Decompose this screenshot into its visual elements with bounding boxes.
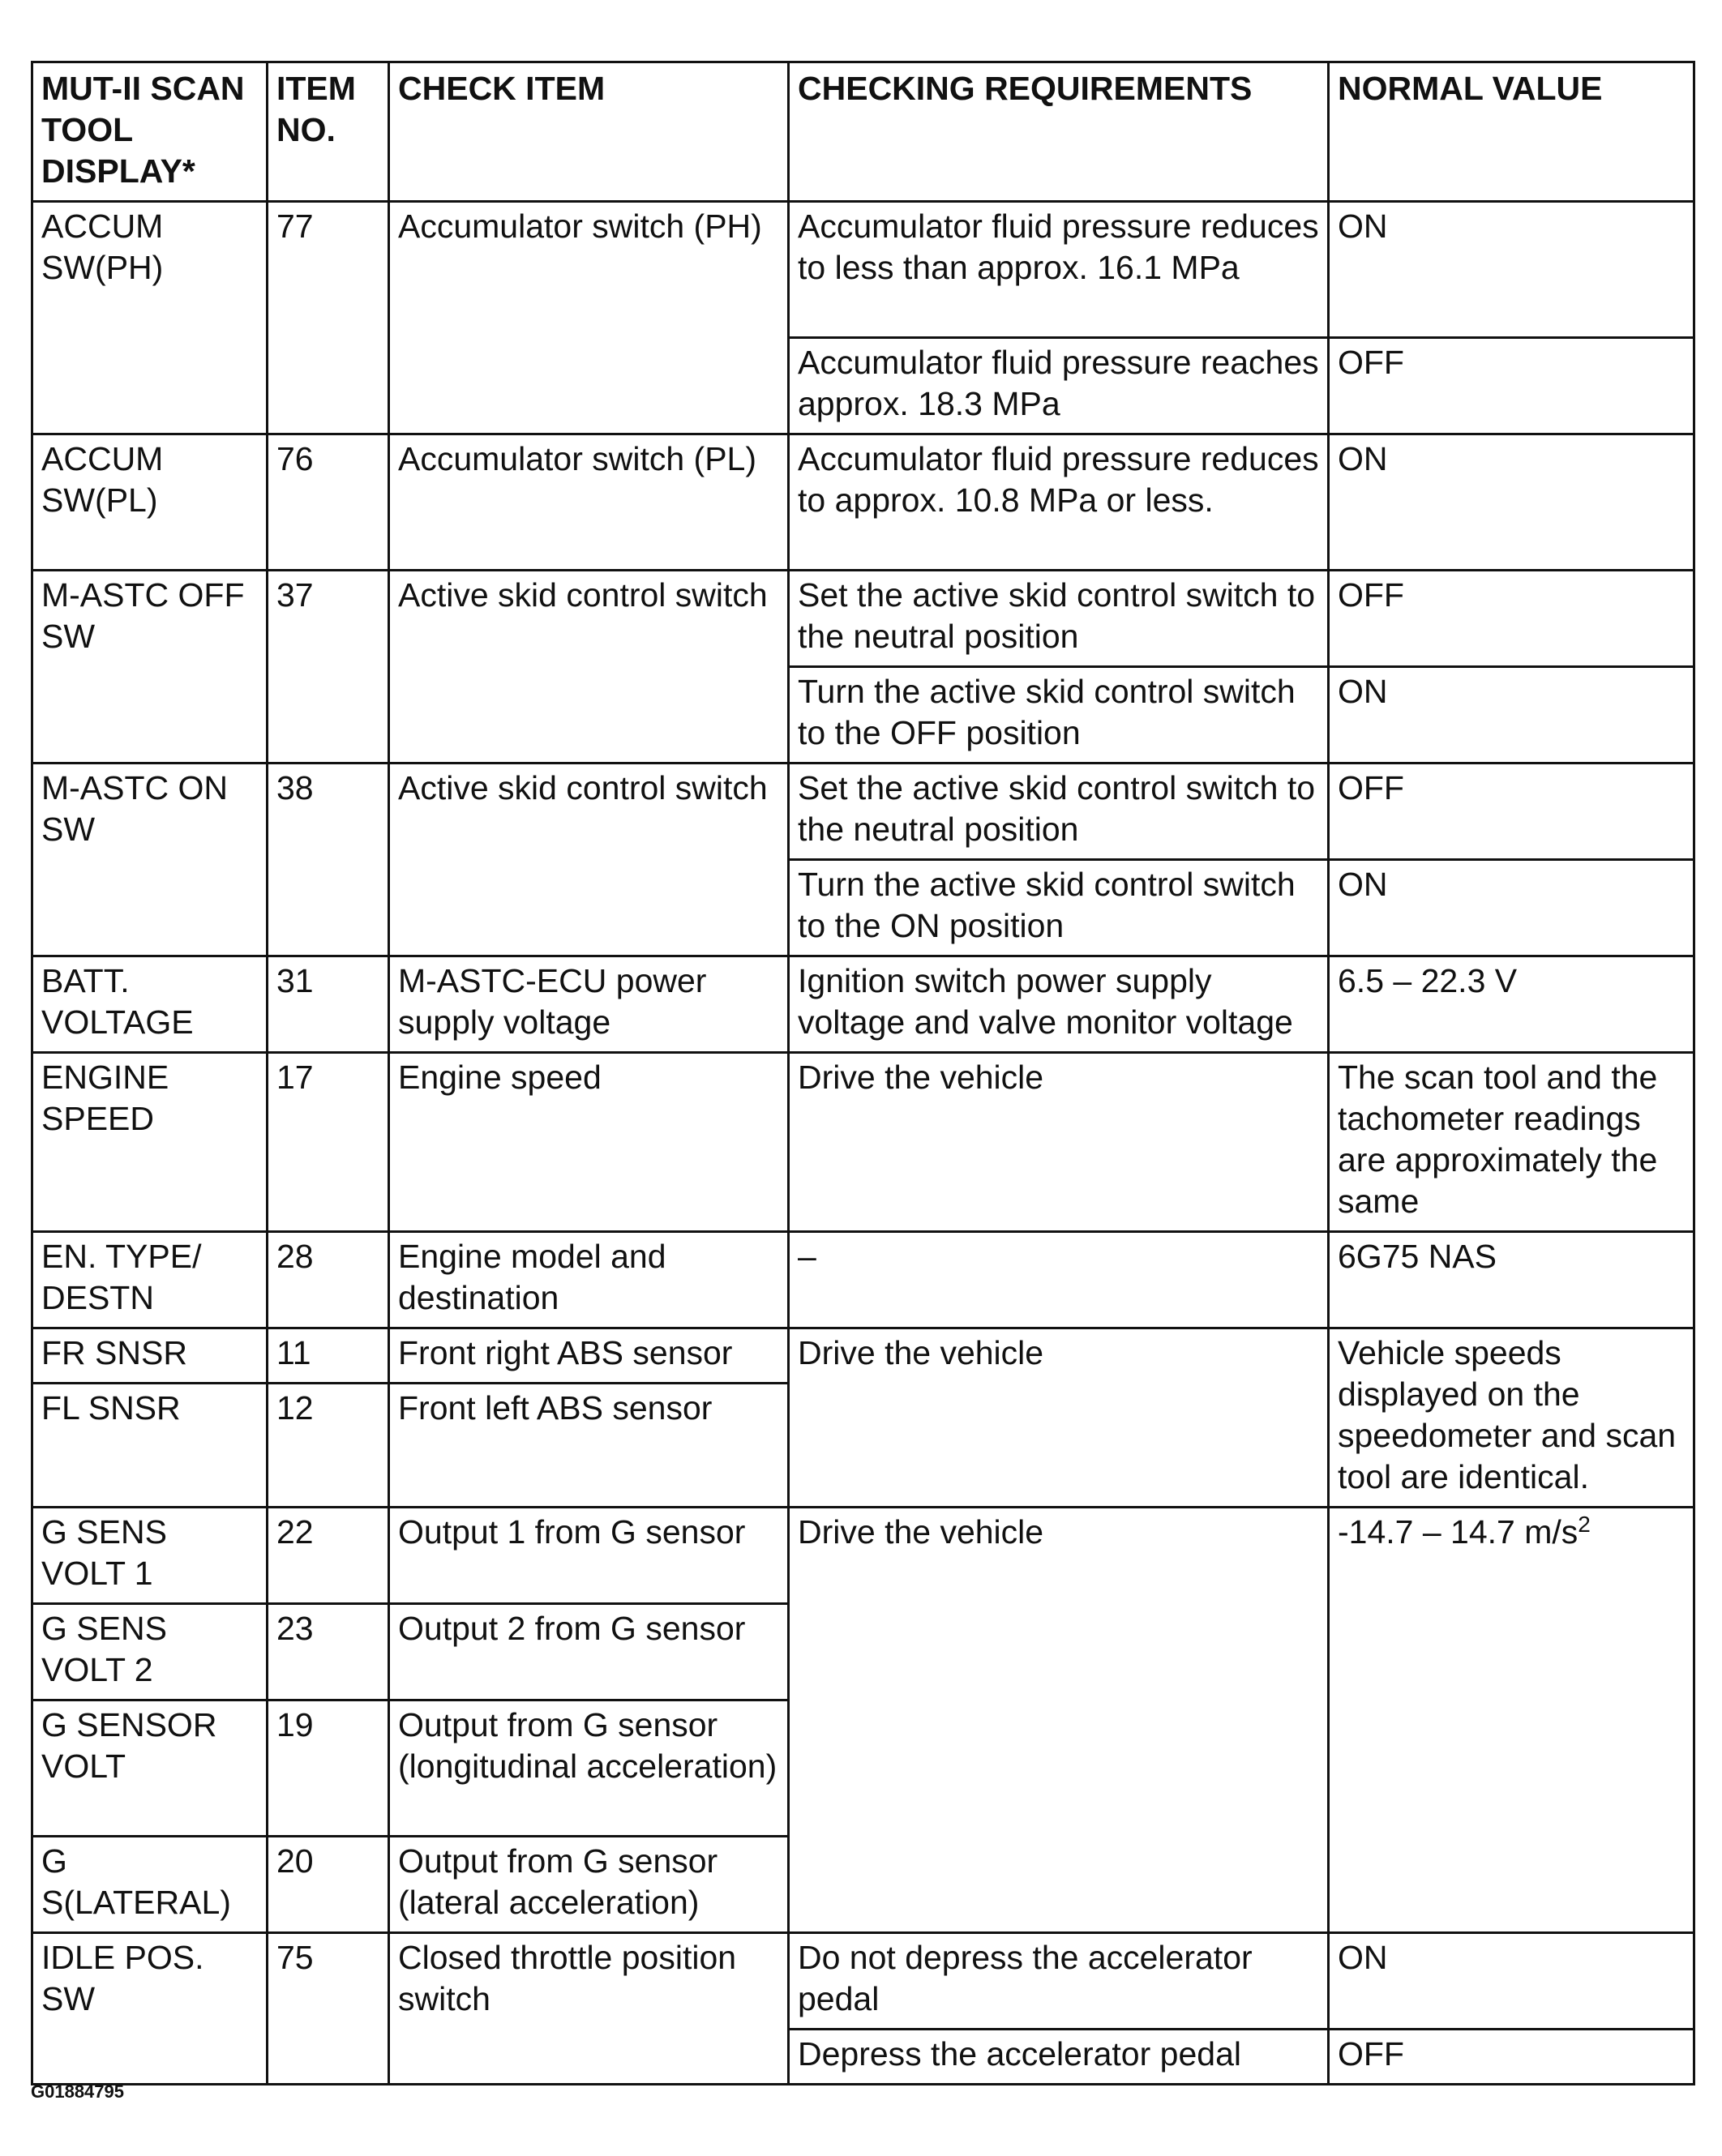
header-checking-requirements: CHECKING REQUIREMENTS bbox=[789, 62, 1329, 202]
normal-value-cell bbox=[1329, 1508, 1694, 1933]
display-cell: G S(LATERAL) bbox=[32, 1837, 268, 1933]
check-item-cell: Active skid control switch bbox=[389, 764, 789, 956]
table-row bbox=[32, 1933, 1694, 2030]
table-row bbox=[32, 202, 1694, 338]
normal-value-cell: ON bbox=[1329, 434, 1694, 571]
check-item-cell: Front left ABS sensor bbox=[389, 1384, 789, 1508]
item-no-cell: 77 bbox=[268, 202, 389, 434]
item-no-cell: 20 bbox=[268, 1837, 389, 1933]
item-no-cell: 19 bbox=[268, 1700, 389, 1837]
check-item-cell: Accumulator switch (PH) bbox=[389, 202, 789, 434]
normal-value-cell: Vehicle speeds displayed on the speedometer and scan tool are identical. bbox=[1329, 1328, 1694, 1508]
requirement-cell: Turn the active skid control switch to the OFF position bbox=[789, 667, 1329, 764]
item-no-cell: 31 bbox=[268, 956, 389, 1053]
display-cell: G SENS VOLT 2 bbox=[32, 1604, 268, 1700]
requirement-cell: Depress the accelerator pedal bbox=[789, 2030, 1329, 2085]
display-cell: BATT. VOLTAGE bbox=[32, 956, 268, 1053]
display-cell: ACCUM SW(PH) bbox=[32, 202, 268, 434]
normal-value-cell: 6.5 – 22.3 V bbox=[1329, 956, 1694, 1053]
display-cell: M-ASTC ON SW bbox=[32, 764, 268, 956]
header-scan-tool-display: MUT-II SCAN TOOL DISPLAY* bbox=[32, 62, 268, 202]
normal-value-cell: ON bbox=[1329, 860, 1694, 956]
display-cell: FL SNSR bbox=[32, 1384, 268, 1508]
normal-value-cell: OFF bbox=[1329, 571, 1694, 667]
display-cell: EN. TYPE/ DESTN bbox=[32, 1232, 268, 1328]
check-item-cell: Output from G sensor (longitudinal acceleration) bbox=[389, 1700, 789, 1837]
table-row bbox=[32, 1232, 1694, 1328]
display-cell: G SENS VOLT 1 bbox=[32, 1508, 268, 1604]
requirement-cell: Turn the active skid control switch to the ON position bbox=[789, 860, 1329, 956]
item-no-cell: 22 bbox=[268, 1508, 389, 1604]
item-no-cell: 11 bbox=[268, 1328, 389, 1384]
normal-value-cell: ON bbox=[1329, 667, 1694, 764]
item-no-cell: 75 bbox=[268, 1933, 389, 2085]
item-no-cell: 37 bbox=[268, 571, 389, 764]
check-item-cell: Front right ABS sensor bbox=[389, 1328, 789, 1384]
display-cell: IDLE POS. SW bbox=[32, 1933, 268, 2085]
normal-value-cell: ON bbox=[1329, 202, 1694, 338]
normal-value-cell: OFF bbox=[1329, 2030, 1694, 2085]
item-no-cell: 23 bbox=[268, 1604, 389, 1700]
header-row bbox=[32, 62, 1694, 202]
requirement-cell: Set the active skid control switch to the neutral position bbox=[789, 764, 1329, 860]
normal-value-cell: OFF bbox=[1329, 338, 1694, 434]
check-item-cell: Active skid control switch bbox=[389, 571, 789, 764]
table-row bbox=[32, 764, 1694, 860]
header-check-item: CHECK ITEM bbox=[389, 62, 789, 202]
normal-value-cell: 6G75 NAS bbox=[1329, 1232, 1694, 1328]
check-item-cell: M-ASTC-ECU power supply voltage bbox=[389, 956, 789, 1053]
requirement-cell: Accumulator fluid pressure reduces to approx. 10.8 MPa or less. bbox=[789, 434, 1329, 571]
normal-value-text: -14.7 – 14.7 m/s bbox=[1338, 1513, 1578, 1551]
diagnostic-spec-table bbox=[31, 61, 1695, 2085]
table-row bbox=[32, 1328, 1694, 1384]
display-cell: FR SNSR bbox=[32, 1328, 268, 1384]
normal-value-cell: The scan tool and the tachometer readings are approximately the same bbox=[1329, 1053, 1694, 1232]
superscript: 2 bbox=[1578, 1512, 1591, 1537]
normal-value-cell: OFF bbox=[1329, 764, 1694, 860]
table-row bbox=[32, 434, 1694, 571]
requirement-cell: Drive the vehicle bbox=[789, 1053, 1329, 1232]
requirement-cell: Drive the vehicle bbox=[789, 1328, 1329, 1508]
item-no-cell: 12 bbox=[268, 1384, 389, 1508]
figure-code: G01884795 bbox=[31, 2081, 124, 2102]
check-item-cell: Closed throttle position switch bbox=[389, 1933, 789, 2085]
requirement-cell: – bbox=[789, 1232, 1329, 1328]
table-row bbox=[32, 1053, 1694, 1232]
table-row bbox=[32, 571, 1694, 667]
display-cell: ACCUM SW(PL) bbox=[32, 434, 268, 571]
normal-value-cell: ON bbox=[1329, 1933, 1694, 2030]
check-item-cell: Engine speed bbox=[389, 1053, 789, 1232]
display-cell: M-ASTC OFF SW bbox=[32, 571, 268, 764]
item-no-cell: 38 bbox=[268, 764, 389, 956]
check-item-cell: Output 2 from G sensor bbox=[389, 1604, 789, 1700]
requirement-cell: Ignition switch power supply voltage and valve monitor voltage bbox=[789, 956, 1329, 1053]
table-row bbox=[32, 956, 1694, 1053]
check-item-cell: Output from G sensor (lateral acceleration) bbox=[389, 1837, 789, 1933]
item-no-cell: 17 bbox=[268, 1053, 389, 1232]
requirement-cell: Accumulator fluid pressure reaches approx. 18.3 MPa bbox=[789, 338, 1329, 434]
header-item-no: ITEM NO. bbox=[268, 62, 389, 202]
item-no-cell: 76 bbox=[268, 434, 389, 571]
item-no-cell: 28 bbox=[268, 1232, 389, 1328]
check-item-cell: Engine model and destination bbox=[389, 1232, 789, 1328]
requirement-cell: Set the active skid control switch to the neutral position bbox=[789, 571, 1329, 667]
table-row bbox=[32, 1508, 1694, 1604]
display-cell: G SENSOR VOLT bbox=[32, 1700, 268, 1837]
requirement-cell: Drive the vehicle bbox=[789, 1508, 1329, 1933]
display-cell: ENGINE SPEED bbox=[32, 1053, 268, 1232]
check-item-cell: Output 1 from G sensor bbox=[389, 1508, 789, 1604]
requirement-cell: Accumulator fluid pressure reduces to less than approx. 16.1 MPa bbox=[789, 202, 1329, 338]
check-item-cell: Accumulator switch (PL) bbox=[389, 434, 789, 571]
header-normal-value: NORMAL VALUE bbox=[1329, 62, 1694, 202]
requirement-cell: Do not depress the accelerator pedal bbox=[789, 1933, 1329, 2030]
